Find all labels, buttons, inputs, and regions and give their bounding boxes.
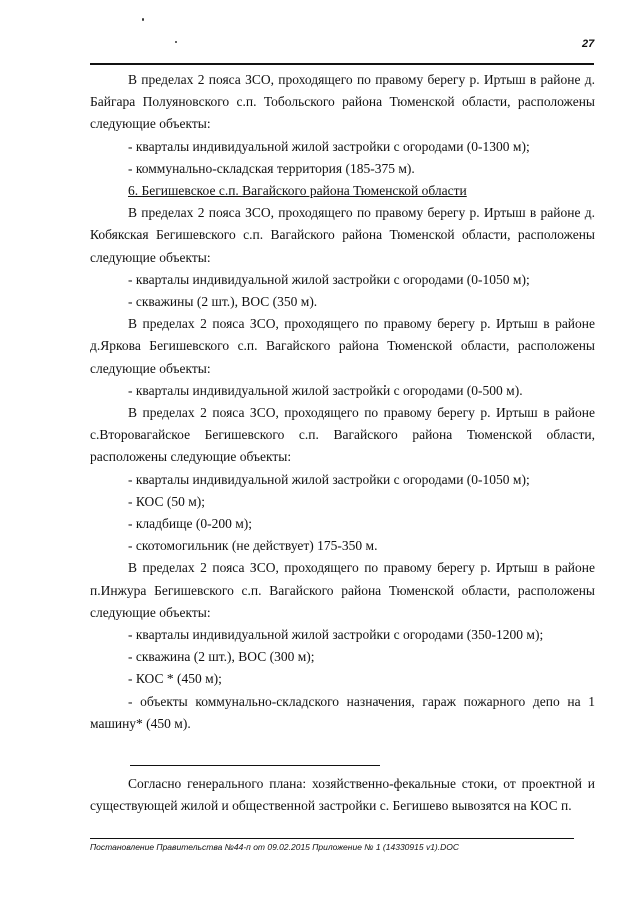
list-item: - кварталы индивидуальной жилой застройки с огородами (350-1200 м);: [128, 627, 544, 643]
paragraph: В пределах 2 пояса ЗСО, проходящего по правому берегу р. Иртыш в районе д.Яркова Бегишевского с.п. Вагайского района Тюменской области, расположены следующие объекты:: [90, 316, 595, 376]
paragraph: В пределах 2 пояса ЗСО, проходящего по правому берегу р. Иртыш в районе п.Инжура Бегишевского с.п. Вагайского района Тюменской области, расположены следующие объекты:: [90, 560, 595, 620]
footer-rule: [90, 838, 574, 839]
list-item: - кладбище (0-200 м);: [128, 516, 253, 532]
list-item: - коммунально-складская территория (185-375 м).: [128, 160, 415, 176]
list-item: - кварталы индивидуальной жилой застройки с огородами (0-500 м).: [128, 382, 523, 398]
section-heading: 6. Бегишевское с.п. Вагайского района Тюменской области: [128, 183, 467, 199]
list-item: - скважины (2 шт.), ВОС (350 м).: [128, 294, 318, 310]
list-item: - кварталы индивидуальной жилой застройки с огородами (0-1050 м);: [128, 271, 530, 287]
list-item: - скважина (2 шт.), ВОС (300 м);: [128, 649, 315, 665]
scan-speck: [175, 41, 177, 43]
page-number: 27: [582, 38, 595, 50]
document-body: [90, 69, 595, 735]
scan-speck: [142, 18, 144, 21]
list-item: - КОС * (450 м);: [128, 671, 222, 687]
footnote-rule: [130, 765, 380, 766]
list-item: - кварталы индивидуальной жилой застройки с огородами (0-1300 м);: [128, 138, 530, 154]
list-item: - КОС (50 м);: [128, 493, 205, 509]
paragraph: В пределах 2 пояса ЗСО, проходящего по правому берегу р. Иртыш в районе с.Второвагайское Бегишевского с.п. Вагайского района Тюменской области, расположены следующие объекты:: [90, 405, 595, 465]
paragraph: В пределах 2 пояса ЗСО, проходящего по правому берегу р. Иртыш в районе д. Кобякская Бегишевского с.п. Вагайского района Тюменской области, расположены следующие объекты:: [90, 205, 595, 265]
paragraph: В пределах 2 пояса ЗСО, проходящего по правому берегу р. Иртыш в районе д. Байгара Полуяновского с.п. Тобольского района Тюменской области, расположены следующие объекты:: [90, 72, 595, 132]
list-item: - кварталы индивидуальной жилой застройки с огородами (0-1050 м);: [128, 471, 530, 487]
document-body-continued: [90, 773, 595, 817]
header-rule: [90, 63, 594, 65]
list-item: - объекты коммунально-складского назначения, гараж пожарного депо на 1 машину* (450 м).: [90, 693, 595, 731]
paragraph: Согласно генерального плана: хозяйственно-фекальные стоки, от проектной и существующей жилой и общественной застройки с. Бегишево вывозятся на КОС п.: [90, 776, 595, 814]
footer-filename: Постановление Правительства №44-п от 09.02.2015 Приложение № 1 (14330915 v1).DOC: [90, 842, 460, 852]
list-item: - скотомогильник (не действует) 175-350 м.: [128, 538, 378, 554]
